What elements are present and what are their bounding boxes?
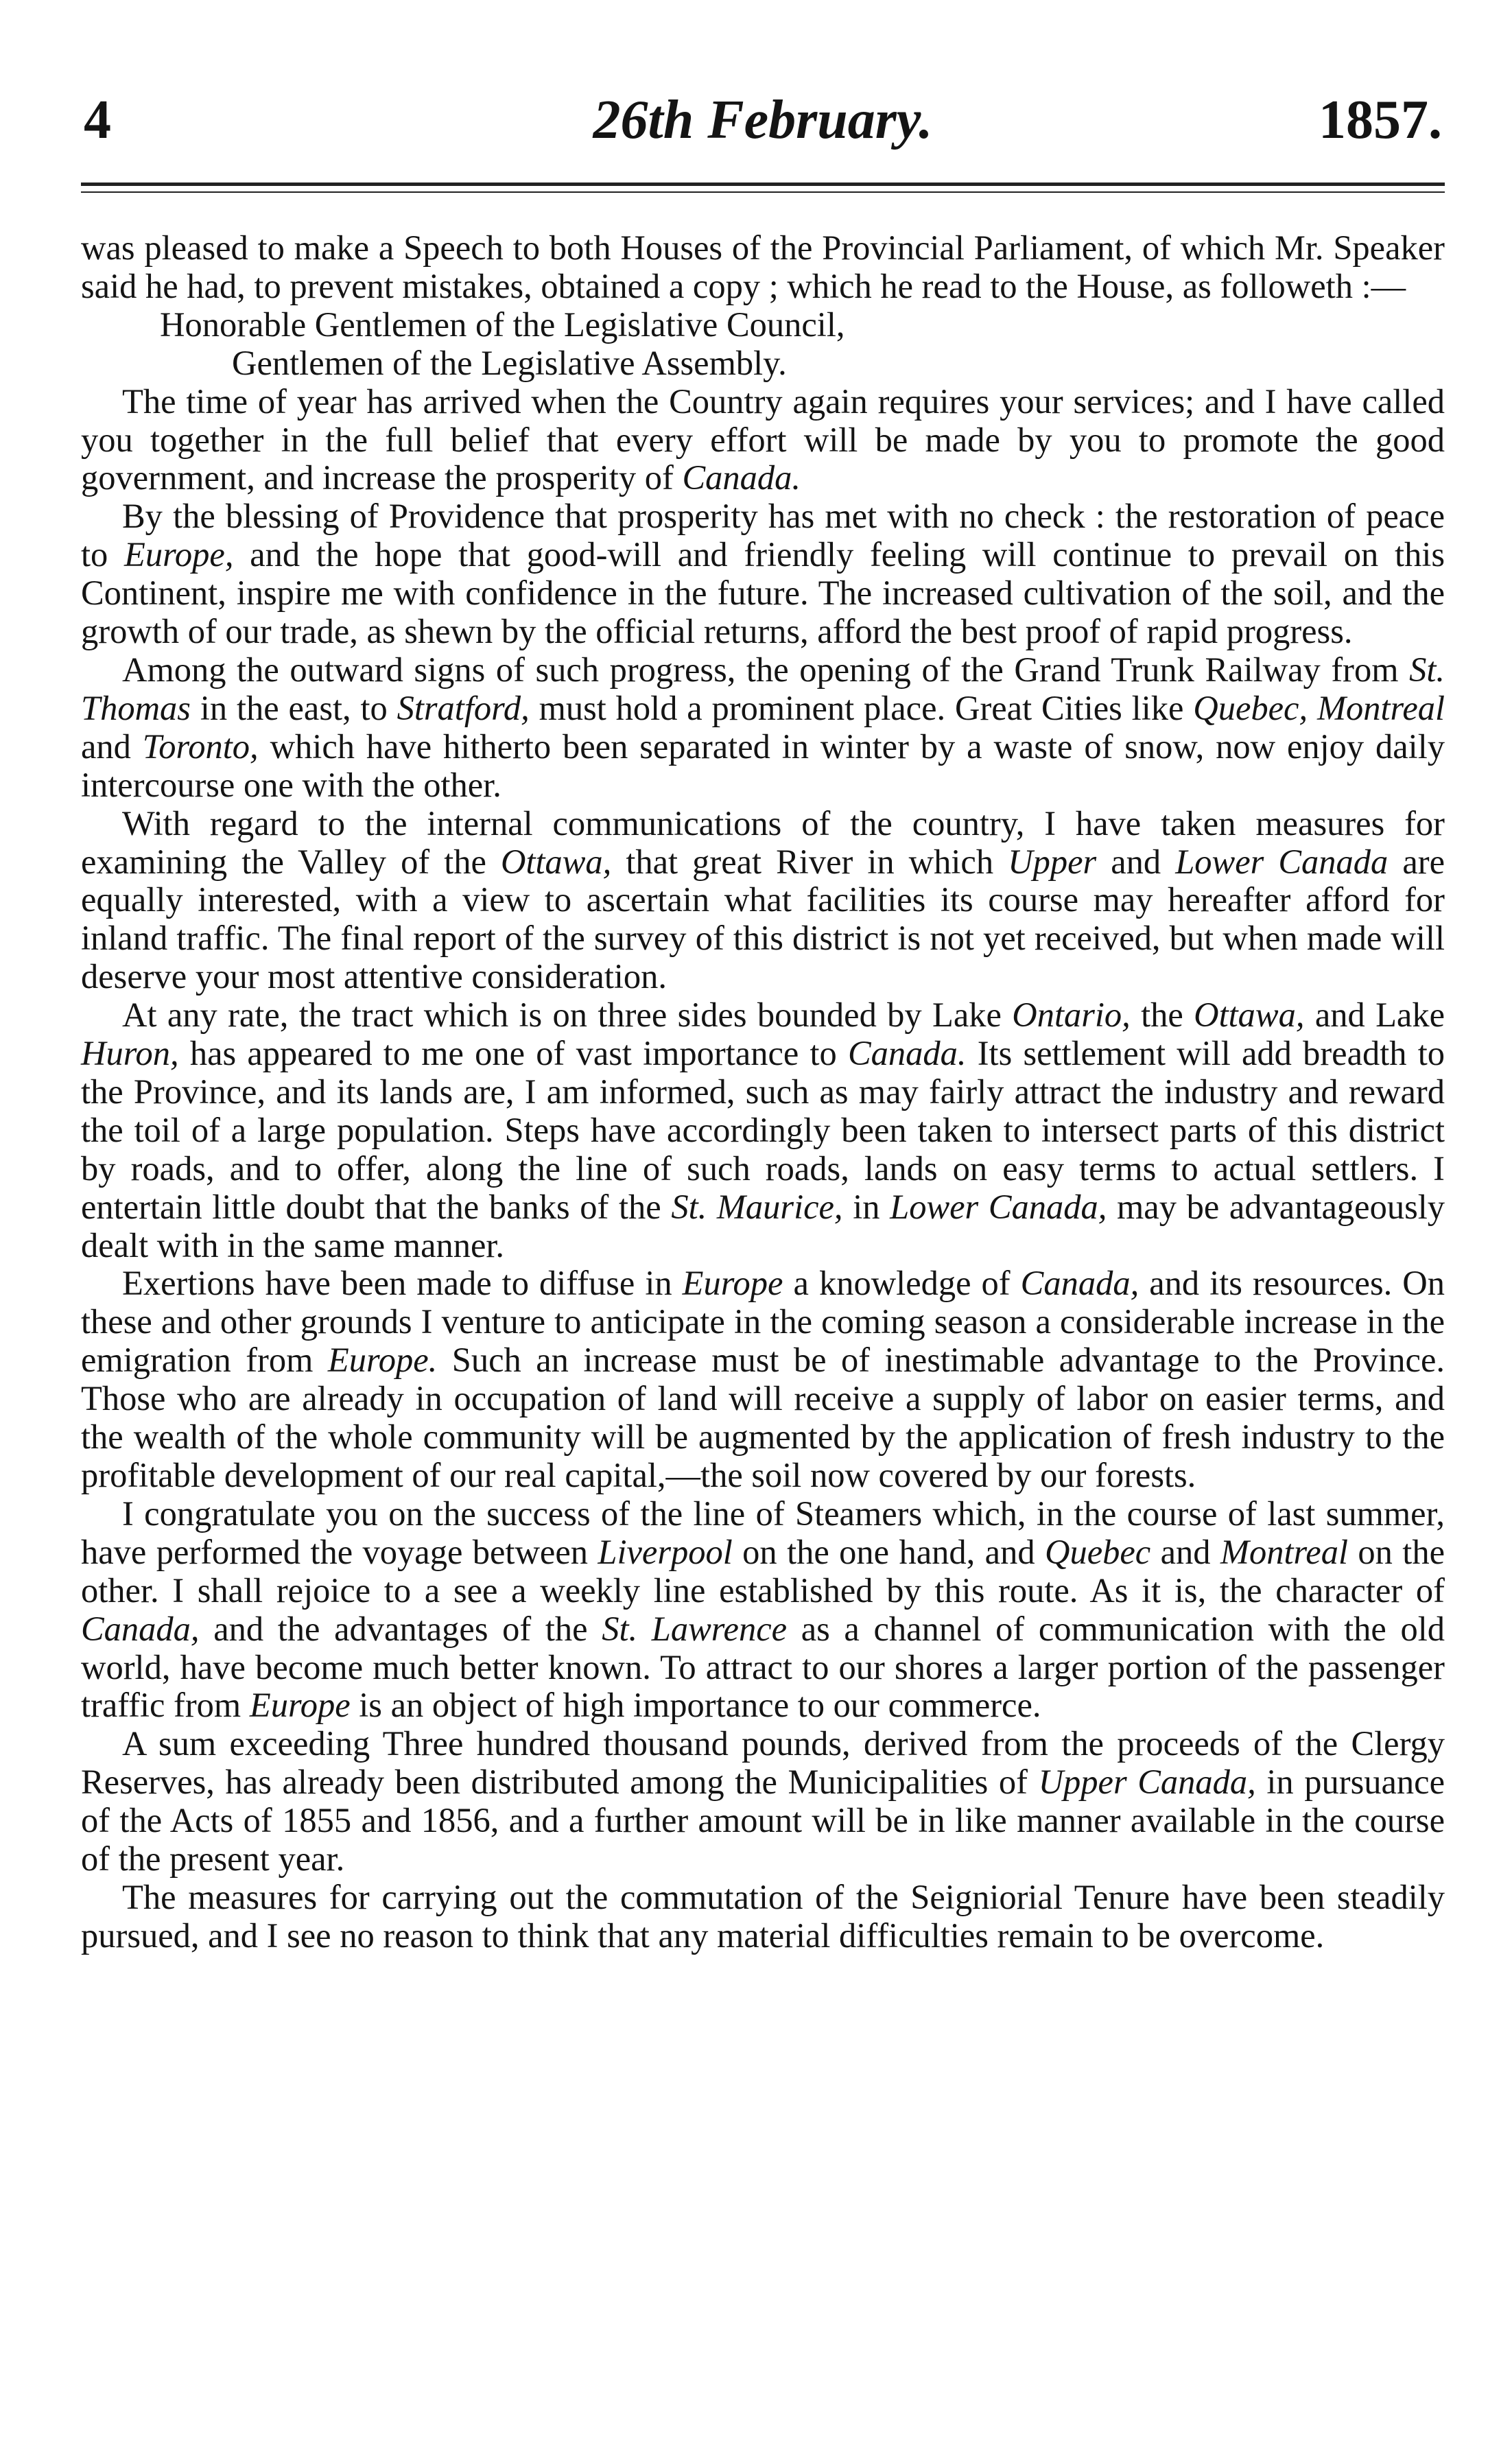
address-line: Honorable Gentlemen of the Legislative Council, bbox=[160, 305, 845, 344]
paragraph: At any rate, the tract which is on three sides bounded by Lake Ontario, the Ottawa, and Lake Huron, has appeared to me one of vast importance to Canada. Its settlement will add breadth to the Province, and its lands are, I am informed, such as may fairly attract the industry and reward the toil of a large population. Steps have accordingly been taken to intersect parts of this district by roads, and to offer, along the line of such roads, lands on easy terms to actual settlers. I entertain little doubt that the banks of the St. Maurice, in Lower Canada, may be advantageously dealt with in the same manner. bbox=[81, 996, 1445, 1264]
header-rule-thin bbox=[81, 191, 1445, 193]
paragraph: Exertions have been made to diffuse in Europe a knowledge of Canada, and its resources. On these and other grounds I venture to anticipate in the coming season a considerable increase in the emigration from Europe. Such an increase must be of inestimable advantage to the Province. Those who are already in occupation of land will receive a supply of labor on easier terms, and the wealth of the whole community will be augmented by the application of fresh industry to the profitable development of our real capital,—the soil now covered by our forests. bbox=[81, 1264, 1445, 1494]
header-date: 26th February. bbox=[593, 90, 933, 150]
document-body bbox=[81, 229, 1445, 1955]
page-header bbox=[81, 82, 1445, 158]
paragraph: was pleased to make a Speech to both Houses of the Provincial Parliament, of which Mr. Speaker said he had, to prevent mistakes, obtained a copy ; which he read to the House, as followeth :— bbox=[81, 228, 1445, 305]
paragraph: The time of year has arrived when the Country again requires your services; and I have called you together in the full belief that every effort will be made by you to promote the good government, and increase the prosperity of Canada. bbox=[81, 381, 1445, 497]
paragraph: With regard to the internal communications of the country, I have taken measures for examining the Valley of the Ottawa, that great River in which Upper and Lower Canada are equally interested, with a view to ascertain what facilities its course may hereafter afford for inland traffic. The final report of the survey of this district is not yet received, but when made will deserve your most attentive consideration. bbox=[81, 803, 1445, 996]
paragraph: Among the outward signs of such progress, the opening of the Grand Trunk Railway from St. Thomas in the east, to Stratford, must hold a prominent place. Great Cities like Quebec, Montreal and Toronto, which have hitherto been separated in winter by a waste of snow, now enjoy daily intercourse one with the other. bbox=[81, 650, 1445, 804]
header-year: 1857. bbox=[1319, 90, 1442, 150]
document-page bbox=[81, 0, 1445, 2459]
paragraph: I congratulate you on the success of the line of Steamers which, in the course of last summer, have performed the voyage between Liverpool on the one hand, and Quebec and Montreal on the other. I shall rejoice to a see a weekly line established by this route. As it is, the character of Canada, and the advantages of the St. Lawrence as a channel of communication with the old world, have become much better known. To attract to our shores a larger portion of the passenger traffic from Europe is an object of high importance to our commerce. bbox=[81, 1494, 1445, 1725]
header-rule-thick bbox=[81, 183, 1445, 186]
paragraph: A sum exceeding Three hundred thousand pounds, derived from the proceeds of the Clergy Reserves, has already been distributed among the Municipalities of Upper Canada, in pursuance of the Acts of 1855 and 1856, and a further amount will be in like manner available in the course of the present year. bbox=[81, 1724, 1445, 1879]
address-line: Gentlemen of the Legislative Assembly. bbox=[232, 343, 787, 382]
page-number: 4 bbox=[84, 90, 111, 150]
paragraph: By the blessing of Providence that prosperity has met with no check : the restoration of peace to Europe, and the hope that good-will and friendly feeling will continue to prevail on this Continent, inspire me with confidence in the future. The increased cultivation of the soil, and the growth of our trade, as shewn by the official returns, afford the best proof of rapid progress. bbox=[81, 497, 1445, 651]
paragraph: The measures for carrying out the commutation of the Seigniorial Tenure have been steadily pursued, and I see no reason to think that any material difficulties remain to be overcome. bbox=[81, 1877, 1445, 1955]
